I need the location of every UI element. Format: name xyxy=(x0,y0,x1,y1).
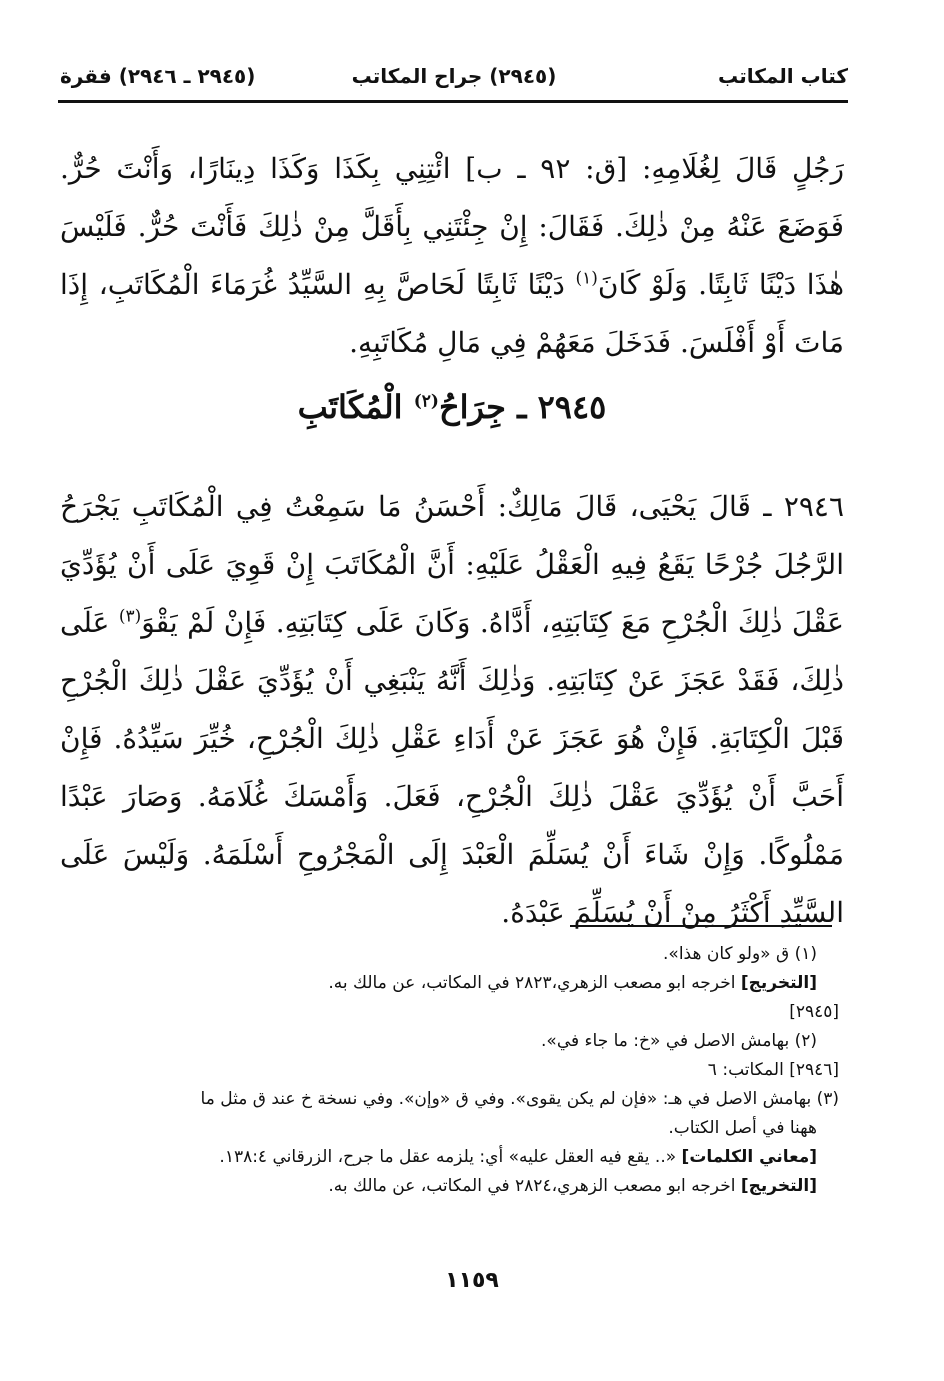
footnote-3-continued: ههنا في أصل الكتاب. xyxy=(668,1118,817,1138)
section-title: الْمُكَاتَبِ xyxy=(297,388,403,426)
footnote-1: (١) ق «ولو كان هذا». xyxy=(663,944,817,964)
takhrij-3 xyxy=(60,1172,839,1201)
paragraph-2946 xyxy=(60,478,844,942)
paragraph-text: عَلَى ذٰلِكَ، فَقَدْ عَجَزَ عَنْ كِتَابَتِهِ. وَذٰلِكَ أَنَّهُ يَنْبَغِي أَنْ يُؤَدِّيَ عَقْلَ ذٰلِكَ الْجُرْحِ قَبْلَ الْكِتَابَةِ. فَإِنْ هُوَ عَجَزَ عَنْ أَدَاءِ عَقْلِ ذٰلِكَ الْجُرْحِ، خُيِّرَ سَيِّدُهُ. فَإِنْ أَحَبَّ أَنْ يُؤَدِّيَ عَقْلَ ذٰلِكَ الْجُرْحِ، فَعَلَ. وَأَمْسَكَ غُلَامَهُ. وَصَارَ عَبْدًا مَمْلُوكًا. وَإِنْ شَاءَ أَنْ يُسَلِّمَ الْعَبْدَ إِلَى الْمَجْرُوحِ أَسْلَمَهُ. وَلَيْسَ عَلَى السَّيِّدِ أَكْثَرُ مِنْ أَنْ يُسَلِّمَ عَبْدَهُ. xyxy=(60,606,845,929)
takhrij-label: [التخريج] xyxy=(740,1176,817,1196)
section-number: ٢٩٤٥ ـ xyxy=(517,388,607,426)
takhrij-1 xyxy=(60,969,839,998)
takhrij-label: [التخريج] xyxy=(740,973,817,993)
footnote-2: (٢) بهامش الاصل في «خ: ما جاء في». xyxy=(541,1031,817,1051)
running-header xyxy=(60,60,848,96)
section-heading xyxy=(60,388,844,426)
maani-3 xyxy=(60,1143,839,1172)
maani-text: «.. يقع فيه العقل عليه» أي: يلزمه عقل ما جرح، الزرقاني ١٣٨:٤. xyxy=(219,1147,677,1167)
takhrij-text: اخرجه ابو مصعب الزهري،٢٨٢٣ في المكاتب، عن مالك به. xyxy=(328,973,736,993)
chapter-title: (٢٩٤٥) جراح المكاتب xyxy=(351,64,557,88)
footnote-marker[interactable]: (١) xyxy=(575,268,598,289)
takhrij-text: اخرجه ابو مصعب الزهري،٢٨٢٤ في المكاتب، عن مالك به. xyxy=(328,1176,736,1196)
footnotes xyxy=(60,940,839,1201)
reference-2946: [٢٩٤٦] المكاتب: ٦ xyxy=(707,1060,839,1080)
footnote-rule xyxy=(570,925,832,927)
paragraph-text: ٢٩٤٦ ـ قَالَ يَحْيَى، قَالَ مَالِكٌ: أَحْسَنُ مَا سَمِعْتُ فِي الْمُكَاتَبِ يَجْرَحُ الرَّجُلَ جُرْحًا يَقَعُ فِيهِ الْعَقْلُ عَلَيْهِ: أَنَّ الْمُكَاتَبَ إِنْ قَوِيَ عَلَى أَنْ يُؤَدِّيَ عَقْلَ ذٰلِكَ الْجُرْحِ مَعَ كِتَابَتِهِ، أَدَّاهُ. وَكَانَ عَلَى كِتَابَتِهِ. فَإِنْ لَمْ يَقْوَ xyxy=(60,490,844,639)
maani-label: [معاني الكلمات] xyxy=(681,1147,817,1167)
book-title: كتاب المكاتب xyxy=(718,64,848,88)
paragraph-continuation xyxy=(60,140,844,372)
paragraph-text: رَجُلٍ قَالَ لِغُلَامِهِ: [ق: ٩٢ ـ ب] ائْتِنِي بِكَذَا وَكَذَا دِينَارًا، وَأَنْتَ حُرٌّ. فَوَضَعَ عَنْهُ مِنْ ذٰلِكَ. فَقَالَ: إِنْ جِئْتَنِي بِأَقَلَّ مِنْ ذٰلِكَ فَأَنْتَ حُرٌّ. فَلَيْسَ هٰذَا دَيْنًا ثَابِتًا. وَلَوْ كَانَ xyxy=(60,152,844,301)
footnote-marker[interactable]: (٢) xyxy=(413,391,439,412)
section-title: جِرَاحُ xyxy=(438,388,506,426)
footnote-3: (٣) بهامش الاصل في هـ: «فإن لم يكن يقوى». وفي ق «وإن». وفي نسخة خ عند ق مثل ما xyxy=(200,1089,839,1109)
paragraph-text: دَيْنًا ثَابِتًا لَحَاصَّ بِهِ السَّيِّدُ غُرَمَاءَ الْمُكَاتَبِ، إِذَا مَاتَ أَوْ أَفْلَسَ. فَدَخَلَ مَعَهُمْ فِي مَالِ مُكَاتَبِهِ. xyxy=(60,268,844,359)
paragraph-range: (٢٩٤٥ ـ ٢٩٤٦) فقرة xyxy=(60,64,256,88)
page-number: ١١٥٩ xyxy=(445,1268,499,1293)
header-rule xyxy=(58,100,848,103)
reference-2945: [٢٩٤٥] xyxy=(789,1002,839,1022)
footnote-marker[interactable]: (٣) xyxy=(118,606,142,627)
